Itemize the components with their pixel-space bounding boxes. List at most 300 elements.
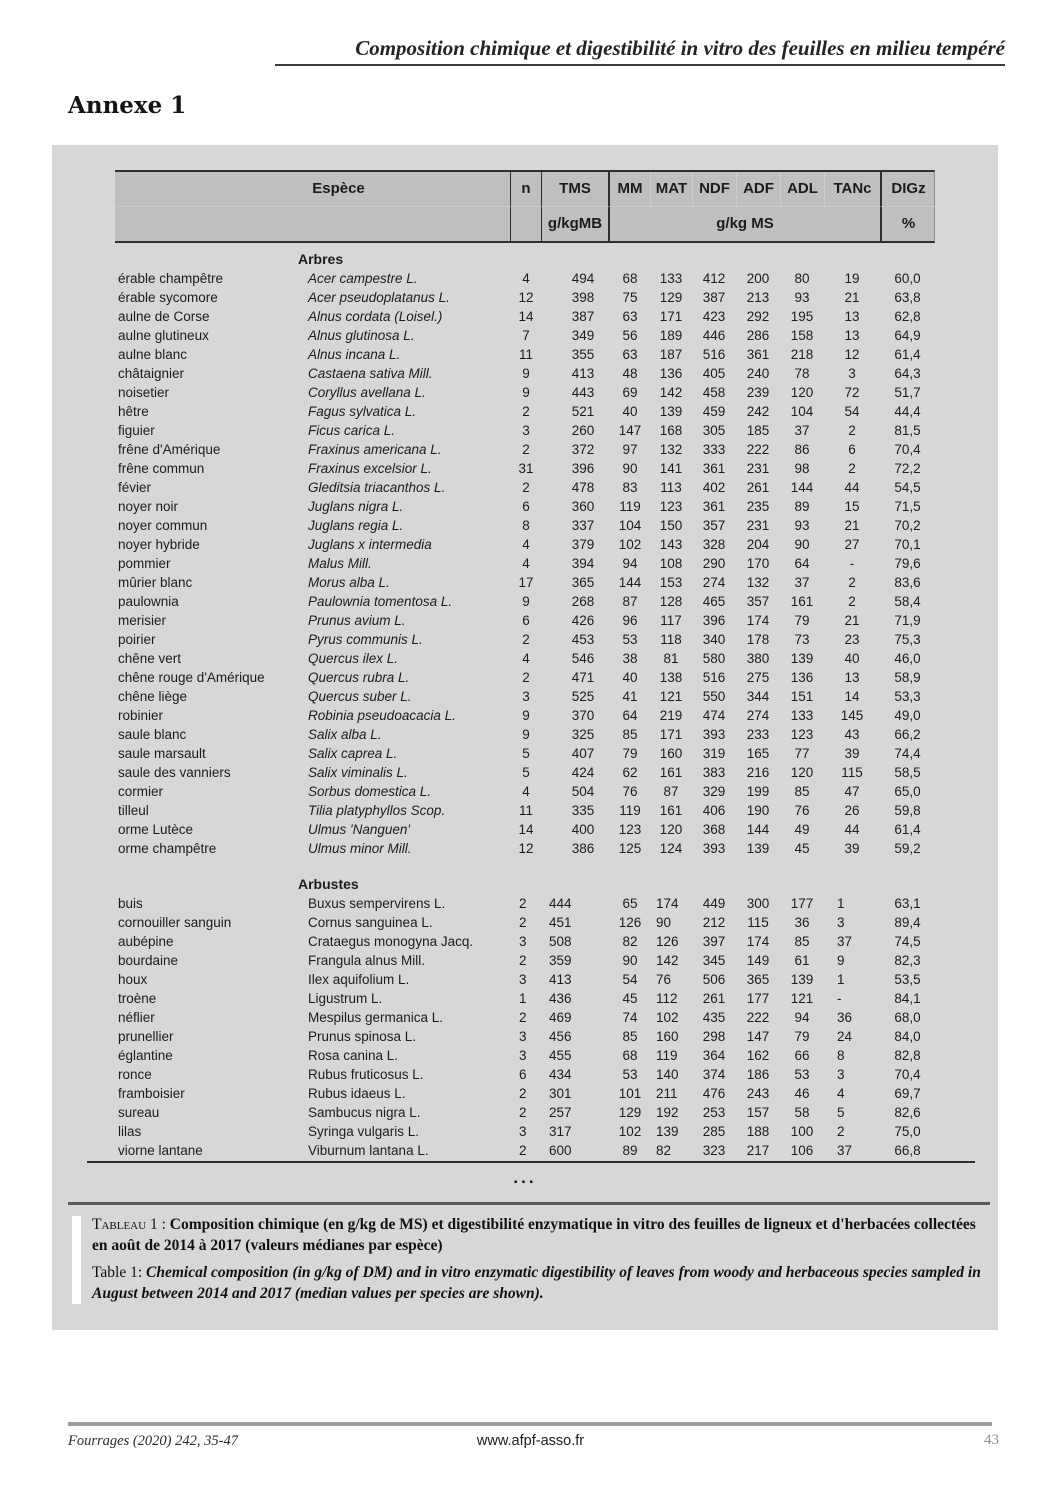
species-common-name: aulne blanc	[118, 347, 188, 362]
species-common-name: noyer hybride	[118, 537, 200, 552]
value-tms: 400	[571, 822, 595, 837]
species-latin-name: Buxus sempervirens L.	[308, 896, 446, 911]
species-common-name: érable champêtre	[118, 271, 224, 286]
value-n: 11	[518, 347, 533, 362]
value-adf: 216	[746, 765, 770, 780]
table-row	[115, 932, 935, 951]
value-mat: 211	[656, 1086, 678, 1101]
species-latin-name: Malus Mill.	[308, 556, 372, 571]
value-tanc: 6	[848, 442, 856, 457]
value-tms: 451	[549, 915, 572, 930]
value-digz: 71,5	[894, 499, 921, 514]
value-tms: 379	[571, 537, 595, 552]
value-mat: 119	[656, 1048, 678, 1063]
species-common-name: paulownia	[118, 594, 179, 609]
value-tanc: 3	[837, 915, 845, 930]
species-common-name: févier	[118, 480, 152, 495]
value-tms: 337	[571, 518, 595, 533]
value-n: 8	[522, 518, 530, 533]
value-adf: 157	[746, 1105, 770, 1120]
value-tms: 494	[571, 271, 595, 286]
species-latin-name: Prunus avium L.	[308, 613, 406, 628]
species-latin-name: Salix caprea L.	[308, 746, 398, 761]
value-ndf: 290	[702, 556, 726, 571]
value-adl: 151	[790, 689, 814, 704]
value-n: 17	[518, 575, 534, 590]
section-label: Arbres	[298, 251, 344, 267]
value-digz: 75,3	[894, 632, 921, 647]
value-tanc: 9	[837, 953, 845, 968]
value-mm: 90	[622, 953, 638, 968]
value-mat: 123	[659, 499, 683, 514]
value-mm: 53	[622, 632, 638, 647]
value-mat: 139	[656, 1124, 679, 1139]
value-ndf: 333	[702, 442, 726, 457]
value-tanc: 2	[848, 575, 856, 590]
value-adf: 204	[746, 537, 770, 552]
value-mat: 136	[659, 366, 683, 381]
value-n: 4	[522, 556, 530, 571]
value-tanc: 145	[840, 708, 864, 723]
value-tms: 398	[571, 290, 595, 305]
caption-divider	[68, 1202, 990, 1205]
value-ndf: 474	[702, 708, 726, 723]
value-adl: 45	[794, 841, 810, 856]
table-row	[115, 554, 935, 573]
value-digz: 66,2	[894, 727, 921, 742]
species-common-name: prunellier	[118, 1029, 174, 1044]
value-tms: 444	[549, 896, 572, 911]
value-digz: 53,3	[894, 689, 921, 704]
value-n: 14	[518, 822, 534, 837]
table-bottom-rule	[87, 1161, 975, 1163]
value-adf: 199	[746, 784, 770, 799]
value-digz: 82,3	[894, 953, 921, 968]
value-ndf: 446	[702, 328, 726, 343]
value-tms: 335	[571, 803, 595, 818]
value-n: 9	[522, 366, 530, 381]
value-mm: 119	[619, 499, 641, 514]
species-latin-name: Castaena sativa Mill.	[308, 366, 433, 381]
value-mat: 142	[656, 953, 679, 968]
value-mat: 168	[659, 423, 683, 438]
value-mat: 118	[660, 632, 682, 647]
value-tanc: 19	[844, 271, 860, 286]
value-mm: 94	[622, 556, 638, 571]
value-ndf: 340	[702, 632, 726, 647]
value-adf: 240	[746, 366, 770, 381]
column-header-mat: MAT	[650, 172, 692, 207]
value-mm: 102	[618, 1124, 642, 1139]
table-row	[115, 459, 935, 478]
value-adf: 147	[746, 1029, 770, 1044]
value-digz: 61,4	[894, 822, 921, 837]
value-adl: 93	[794, 518, 810, 533]
table-continuation-ellipsis: ...	[513, 1168, 537, 1187]
value-n: 11	[518, 803, 533, 818]
species-common-name: néflier	[118, 1010, 155, 1025]
unit-digz: %	[880, 207, 935, 241]
value-tanc: 1	[837, 972, 845, 987]
species-common-name: mûrier blanc	[118, 575, 193, 590]
value-adl: 161	[790, 594, 814, 609]
value-n: 7	[522, 328, 530, 343]
value-mat: 189	[659, 328, 683, 343]
value-mat: 219	[659, 708, 683, 723]
value-adl: 139	[790, 972, 814, 987]
species-latin-name: Mespilus germanica L.	[308, 1010, 444, 1025]
table-row	[115, 668, 935, 687]
value-adl: 86	[794, 442, 810, 457]
value-mm: 123	[618, 822, 642, 837]
value-tms: 386	[571, 841, 595, 856]
value-tms: 424	[571, 765, 595, 780]
value-mat: 120	[659, 822, 683, 837]
value-mm: 85	[622, 1029, 638, 1044]
value-digz: 44,4	[894, 404, 921, 419]
value-ndf: 323	[702, 1143, 726, 1158]
species-latin-name: Fraxinus americana L.	[308, 442, 442, 457]
table-row	[115, 1046, 935, 1065]
value-mm: 68	[622, 271, 638, 286]
value-ndf: 435	[702, 1010, 726, 1025]
value-tms: 525	[571, 689, 595, 704]
species-common-name: noyer noir	[118, 499, 179, 514]
value-tanc: 14	[844, 689, 860, 704]
species-common-name: aulne de Corse	[118, 309, 210, 324]
value-tms: 456	[549, 1029, 572, 1044]
value-mat: 121	[659, 689, 683, 704]
value-mm: 68	[622, 1048, 638, 1063]
value-mm: 54	[622, 972, 638, 987]
value-mm: 48	[622, 366, 638, 381]
species-common-name: saule marsault	[118, 746, 206, 761]
value-tanc: 36	[837, 1010, 853, 1025]
species-latin-name: Paulownia tomentosa L.	[308, 594, 453, 609]
value-mm: 144	[618, 575, 642, 590]
value-mm: 69	[622, 385, 638, 400]
species-latin-name: Ulmus 'Nanguen'	[308, 822, 410, 837]
table-row	[115, 364, 935, 383]
value-tms: 257	[549, 1105, 572, 1120]
value-ndf: 405	[702, 366, 726, 381]
table-row	[115, 1141, 935, 1160]
value-adf: 233	[746, 727, 770, 742]
value-ndf: 423	[702, 309, 726, 324]
value-mat: 129	[659, 290, 683, 305]
species-common-name: merisier	[118, 613, 167, 628]
value-mat: 142	[659, 385, 683, 400]
value-tanc: 72	[844, 385, 860, 400]
value-ndf: 516	[702, 347, 726, 362]
value-adf: 274	[746, 708, 770, 723]
species-common-name: viorne lantane	[118, 1143, 203, 1158]
value-tms: 546	[571, 651, 595, 666]
value-tms: 370	[571, 708, 595, 723]
value-tanc: 3	[837, 1067, 845, 1082]
species-common-name: figuier	[118, 423, 155, 438]
table-row	[115, 440, 935, 459]
value-tms: 413	[549, 972, 572, 987]
value-mat: 81	[663, 651, 679, 666]
value-digz: 83,6	[894, 575, 921, 590]
annex-heading: Annexe 1	[68, 92, 187, 119]
value-digz: 64,9	[894, 328, 921, 343]
species-common-name: saule des vanniers	[118, 765, 231, 780]
species-common-name: houx	[118, 972, 148, 987]
species-latin-name: Viburnum lantana L.	[308, 1143, 429, 1158]
value-digz: 59,8	[894, 803, 921, 818]
value-mat: 161	[659, 765, 683, 780]
species-latin-name: Sambucus nigra L.	[308, 1105, 421, 1120]
table-row	[115, 1084, 935, 1103]
value-adf: 174	[746, 934, 770, 949]
value-ndf: 374	[702, 1067, 726, 1082]
value-tms: 407	[571, 746, 595, 761]
species-common-name: hêtre	[118, 404, 149, 419]
value-mm: 75	[622, 290, 638, 305]
species-latin-name: Ligustrum L.	[308, 991, 383, 1006]
table-row	[115, 782, 935, 801]
value-tanc: 47	[844, 784, 860, 799]
value-ndf: 393	[702, 841, 726, 856]
species-common-name: aubépine	[118, 934, 174, 949]
value-mm: 53	[622, 1067, 638, 1082]
header-spacer	[115, 207, 510, 241]
table-row	[115, 383, 935, 402]
value-digz: 81,5	[894, 423, 921, 438]
value-adl: 76	[794, 803, 810, 818]
value-tms: 469	[549, 1010, 572, 1025]
value-digz: 51,7	[894, 385, 921, 400]
value-tanc: 2	[848, 423, 856, 438]
value-adl: 73	[794, 632, 810, 647]
value-digz: 46,0	[894, 651, 921, 666]
table-row	[115, 1103, 935, 1122]
value-n: 2	[522, 442, 530, 457]
value-adl: 85	[794, 934, 810, 949]
value-digz: 58,5	[894, 765, 921, 780]
table-row	[115, 269, 935, 288]
value-n: 4	[522, 537, 530, 552]
value-tms: 521	[571, 404, 595, 419]
value-n: 31	[518, 461, 534, 476]
value-adl: 77	[794, 746, 810, 761]
species-latin-name: Frangula alnus Mill.	[308, 953, 426, 968]
species-common-name: bourdaine	[118, 953, 179, 968]
species-common-name: troène	[118, 991, 157, 1006]
value-mm: 85	[622, 727, 638, 742]
caption-french	[92, 1214, 990, 1256]
species-latin-name: Alnus cordata (Loisel.)	[308, 309, 443, 324]
value-mat: 143	[659, 537, 683, 552]
value-mm: 45	[622, 991, 638, 1006]
species-latin-name: Ulmus minor Mill.	[308, 841, 412, 856]
value-ndf: 397	[702, 934, 726, 949]
value-ndf: 285	[702, 1124, 726, 1139]
section-row	[115, 243, 935, 269]
value-mat: 141	[659, 461, 683, 476]
value-mat: 171	[659, 727, 683, 742]
value-tanc: 44	[844, 480, 860, 495]
value-adl: 98	[794, 461, 810, 476]
value-adf: 170	[746, 556, 770, 571]
value-adf: 188	[746, 1124, 770, 1139]
species-latin-name: Juglans x intermedia	[308, 537, 432, 552]
value-adf: 292	[746, 309, 770, 324]
value-mat: 139	[659, 404, 683, 419]
value-digz: 70,4	[894, 1067, 921, 1082]
value-ndf: 212	[702, 915, 726, 930]
unit-tms: g/kgMB	[542, 207, 610, 241]
species-common-name: pommier	[118, 556, 171, 571]
value-mm: 119	[619, 803, 641, 818]
value-adl: 36	[794, 915, 810, 930]
table-row	[115, 894, 935, 913]
value-tms: 349	[571, 328, 595, 343]
species-common-name: poirier	[118, 632, 156, 647]
species-latin-name: Robinia pseudoacacia L.	[308, 708, 456, 723]
table-row	[115, 535, 935, 554]
value-adl: 78	[794, 366, 810, 381]
value-digz: 62,8	[894, 309, 921, 324]
value-n: 5	[522, 765, 530, 780]
value-mat: 192	[656, 1105, 679, 1120]
value-adl: 158	[790, 328, 814, 343]
species-latin-name: Quercus suber L.	[308, 689, 412, 704]
value-tanc: 2	[837, 1124, 845, 1139]
species-common-name: frêne commun	[118, 461, 205, 476]
value-adl: 120	[790, 385, 814, 400]
table-row	[115, 763, 935, 782]
value-adl: 106	[790, 1143, 814, 1158]
value-tanc: 2	[848, 594, 856, 609]
value-ndf: 550	[702, 689, 726, 704]
value-mat: 128	[659, 594, 683, 609]
value-adl: 100	[790, 1124, 814, 1139]
column-header-n: n	[510, 172, 542, 207]
value-digz: 74,4	[894, 746, 921, 761]
value-ndf: 364	[702, 1048, 726, 1063]
table-row	[115, 611, 935, 630]
section-label: Arbustes	[298, 876, 359, 892]
value-tanc: 13	[844, 309, 860, 324]
value-n: 3	[519, 1048, 527, 1063]
value-n: 2	[519, 1086, 527, 1101]
value-mm: 82	[622, 934, 638, 949]
value-mat: 133	[659, 271, 683, 286]
value-adf: 261	[746, 480, 770, 495]
value-adf: 222	[746, 1010, 770, 1025]
table-row	[115, 706, 935, 725]
value-tanc: 37	[837, 934, 853, 949]
value-adl: 218	[790, 347, 814, 362]
value-ndf: 387	[702, 290, 726, 305]
value-adf: 213	[746, 290, 770, 305]
value-n: 3	[519, 934, 527, 949]
value-adl: 136	[790, 670, 814, 685]
value-digz: 74,5	[894, 934, 921, 949]
value-adf: 231	[746, 518, 770, 533]
value-tanc: 21	[844, 613, 860, 628]
value-tms: 268	[571, 594, 595, 609]
value-tanc: -	[849, 556, 855, 571]
value-ndf: 328	[702, 537, 726, 552]
value-mat: 150	[659, 518, 683, 533]
value-adl: 46	[794, 1086, 810, 1101]
value-adf: 286	[746, 328, 770, 343]
species-common-name: chêne vert	[118, 651, 182, 666]
table-row	[115, 839, 935, 858]
species-latin-name: Ficus carica L.	[308, 423, 396, 438]
value-n: 6	[522, 613, 530, 628]
value-ndf: 402	[702, 480, 726, 495]
species-latin-name: Syringa vulgaris L.	[308, 1124, 420, 1139]
value-n: 12	[518, 290, 534, 305]
value-adl: 53	[794, 1067, 810, 1082]
value-n: 9	[522, 708, 530, 723]
value-n: 3	[519, 972, 527, 987]
caption-english	[92, 1262, 990, 1304]
value-mm: 147	[618, 423, 642, 438]
caption-french-label: Tableau 1 :	[92, 1216, 166, 1233]
value-adf: 344	[746, 689, 770, 704]
table-row	[115, 744, 935, 763]
table-header	[115, 170, 935, 243]
value-adl: 89	[794, 499, 810, 514]
value-n: 2	[519, 1010, 527, 1025]
value-mat: 113	[660, 480, 682, 495]
value-adl: 37	[794, 575, 810, 590]
value-tms: 396	[571, 461, 595, 476]
value-adf: 222	[746, 442, 770, 457]
value-ndf: 506	[702, 972, 726, 987]
species-latin-name: Crataegus monogyna Jacq.	[308, 934, 474, 949]
value-digz: 49,0	[894, 708, 921, 723]
species-latin-name: Alnus glutinosa L.	[308, 328, 415, 343]
caption-english-text: Chemical composition (in g/kg of DM) and in vitro enzymatic digestibility of leaves from woody and herbaceous species sampled in August between 2014 and 2017 (median values per species are shown).	[92, 1264, 981, 1302]
value-tanc: 2	[848, 461, 856, 476]
value-mat: 140	[656, 1067, 679, 1082]
table-row	[115, 1122, 935, 1141]
value-n: 4	[522, 651, 530, 666]
value-n: 2	[519, 896, 527, 911]
species-latin-name: Salix viminalis L.	[308, 765, 408, 780]
value-ndf: 406	[702, 803, 726, 818]
value-adl: 177	[790, 896, 814, 911]
value-digz: 58,9	[894, 670, 921, 685]
species-common-name: frêne d'Amérique	[118, 442, 221, 457]
value-digz: 63,1	[894, 896, 921, 911]
value-mat: 161	[659, 803, 683, 818]
value-tanc: 27	[844, 537, 860, 552]
value-tms: 360	[571, 499, 595, 514]
value-ndf: 329	[702, 784, 726, 799]
species-latin-name: Fraxinus excelsior L.	[308, 461, 432, 476]
table-row	[115, 1065, 935, 1084]
table-row	[115, 497, 935, 516]
value-adl: 121	[790, 991, 814, 1006]
value-tms: 365	[571, 575, 595, 590]
content-panel	[52, 145, 998, 1330]
value-adl: 61	[794, 953, 810, 968]
value-adl: 79	[794, 613, 810, 628]
value-adf: 200	[746, 271, 770, 286]
caption-margin-marker	[72, 1216, 81, 1304]
value-adl: 66	[794, 1048, 810, 1063]
value-adf: 242	[746, 404, 770, 419]
species-common-name: lilas	[118, 1124, 142, 1139]
